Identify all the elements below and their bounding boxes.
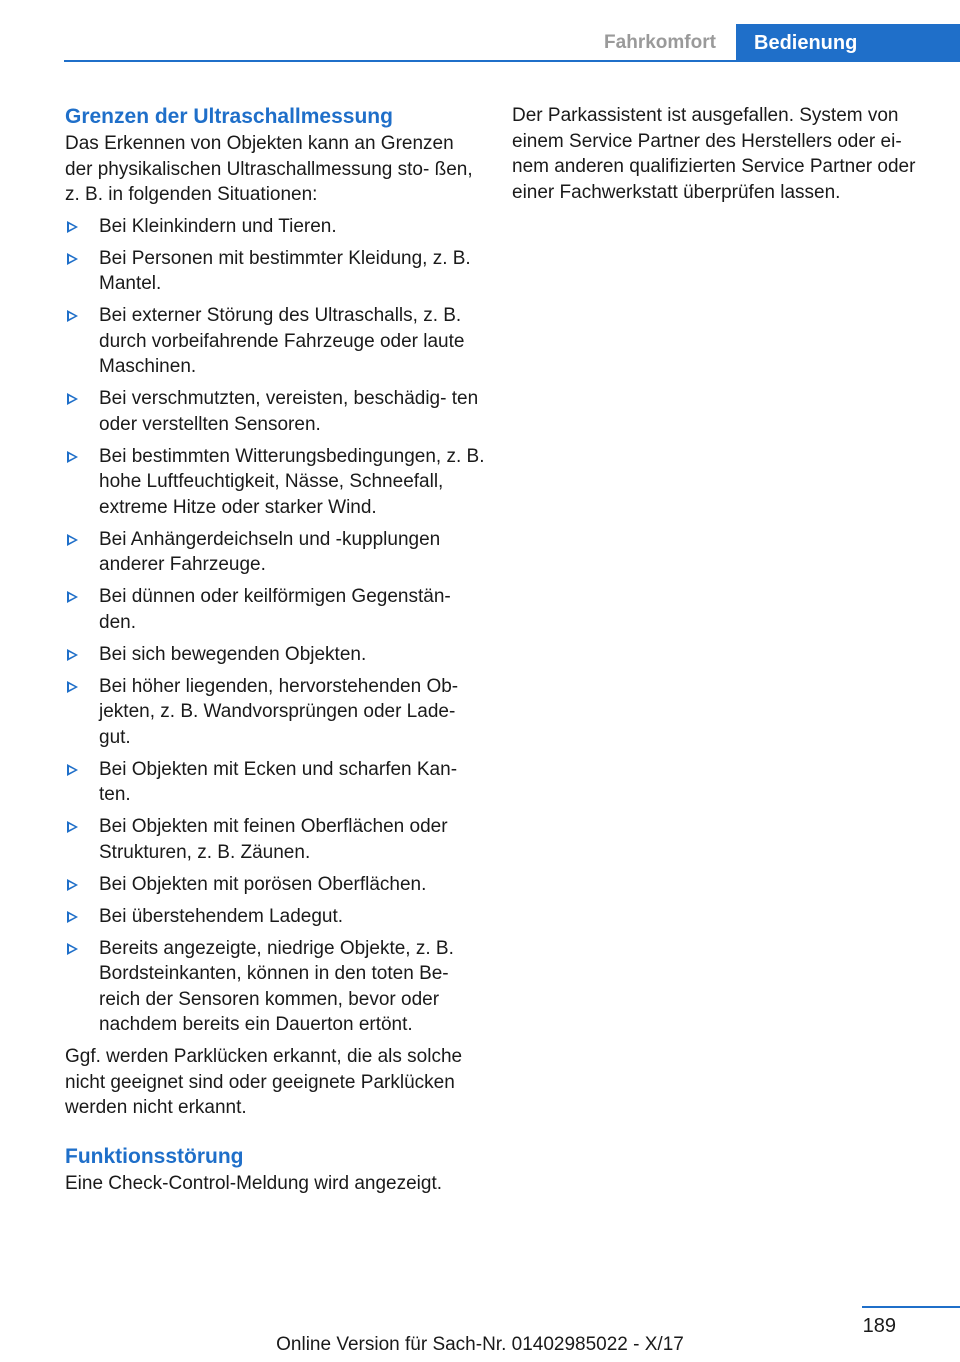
list-item — [65, 246, 485, 297]
triangle-bullet-icon — [67, 534, 78, 546]
page-number: 189 — [862, 1315, 896, 1337]
list-item-text: Bei Anhängerdeichseln und -kupplungen anderer Fahrzeuge. — [99, 528, 441, 575]
list-item — [65, 214, 485, 240]
list-item-text: Bei überstehendem Ladegut. — [99, 905, 344, 927]
triangle-bullet-icon — [67, 591, 78, 603]
list-item-text: Bei Objekten mit feinen Oberflächen oder Strukturen, z. B. Zäunen. — [99, 816, 448, 863]
footer-rule — [862, 1306, 960, 1308]
triangle-bullet-icon — [67, 764, 78, 776]
list-item-text: Bei höher liegenden, hervorstehenden Ob‐ jekten, z. B. Wandvorsprüngen oder Lade‐ gut. — [99, 675, 459, 748]
right-column — [512, 103, 924, 205]
header-tab-bedienung[interactable]: Bedienung — [736, 24, 960, 62]
fault-paragraph: Eine Check-Control-Meldung wird angezeigt. — [65, 1172, 443, 1194]
list-item-text: Bei bestimmten Witterungsbedingungen, z. B. hohe Luftfeuchtigkeit, Nässe, Schneefall, extreme Hitze oder starker Wind. — [99, 445, 485, 518]
list-item — [65, 814, 485, 865]
list-item-text: Bei sich bewegenden Objekten. — [99, 643, 367, 665]
limits-list — [65, 214, 485, 1038]
list-item-text: Bereits angezeigte, niedrige Objekte, z. B. Bordsteinkanten, können in den toten Be‐ reich der Sensoren kommen, bevor oder nachdem bereits ein Dauerton ertönt. — [99, 937, 454, 1035]
triangle-bullet-icon — [67, 911, 78, 923]
list-item-text: Bei Personen mit bestimmter Kleidung, z. B. Mantel. — [99, 247, 471, 294]
intro-paragraph: Das Erkennen von Objekten kann an Grenzen der physikalischen Ultraschallmessung sto‐ ßen, z. B. in folgenden Situationen: — [65, 133, 473, 205]
triangle-bullet-icon — [67, 649, 78, 661]
triangle-bullet-icon — [67, 451, 78, 463]
list-item — [65, 642, 485, 668]
triangle-bullet-icon — [67, 253, 78, 265]
triangle-bullet-icon — [67, 943, 78, 955]
section-heading-fault: Funktionsstörung — [65, 1144, 244, 1168]
outro-paragraph: Ggf. werden Parklücken erkannt, die als solche nicht geeignet sind oder geeignete Parklücken werden nicht erkannt. — [65, 1046, 463, 1118]
left-column — [65, 103, 485, 1196]
list-item — [65, 904, 485, 930]
footer-note: Online Version für Sach-Nr. 01402985022 - X/17 — [276, 1334, 684, 1355]
list-item-text: Bei externer Störung des Ultraschalls, z. B. durch vorbeifahrende Fahrzeuge oder laute Maschinen. — [99, 305, 465, 377]
list-item — [65, 303, 485, 380]
section-gap — [65, 1121, 485, 1143]
list-item — [65, 386, 485, 437]
list-item-text: Bei verschmutzten, vereisten, beschädig‐ ten oder verstellten Sensoren. — [99, 388, 479, 435]
list-item — [65, 936, 485, 1038]
triangle-bullet-icon — [67, 681, 78, 693]
list-item — [65, 444, 485, 521]
list-item — [65, 584, 485, 635]
list-item — [65, 757, 485, 808]
section-heading-limits: Grenzen der Ultraschallmessung — [65, 105, 393, 128]
triangle-bullet-icon — [67, 393, 78, 405]
triangle-bullet-icon — [67, 879, 78, 891]
list-item — [65, 872, 485, 898]
list-item — [65, 674, 485, 751]
list-item-text: Bei Objekten mit Ecken und scharfen Kan‐ ten. — [99, 758, 458, 805]
triangle-bullet-icon — [67, 821, 78, 833]
triangle-bullet-icon — [67, 310, 78, 322]
list-item-text: Bei Objekten mit porösen Oberflächen. — [99, 873, 427, 895]
list-item-text: Bei Kleinkindern und Tieren. — [99, 215, 337, 237]
triangle-bullet-icon — [67, 221, 78, 233]
header-tab-fahrkomfort[interactable]: Fahrkomfort — [604, 32, 716, 53]
list-item — [65, 527, 485, 578]
right-paragraph: Der Parkassistent ist ausgefallen. System von einem Service Partner des Herstellers oder ei‐ nem anderen qualifizierten Service Partner oder einer Fachwerkstatt überprüfen lassen. — [512, 105, 916, 203]
list-item-text: Bei dünnen oder keilförmigen Gegenstän‐ den. — [99, 586, 451, 633]
